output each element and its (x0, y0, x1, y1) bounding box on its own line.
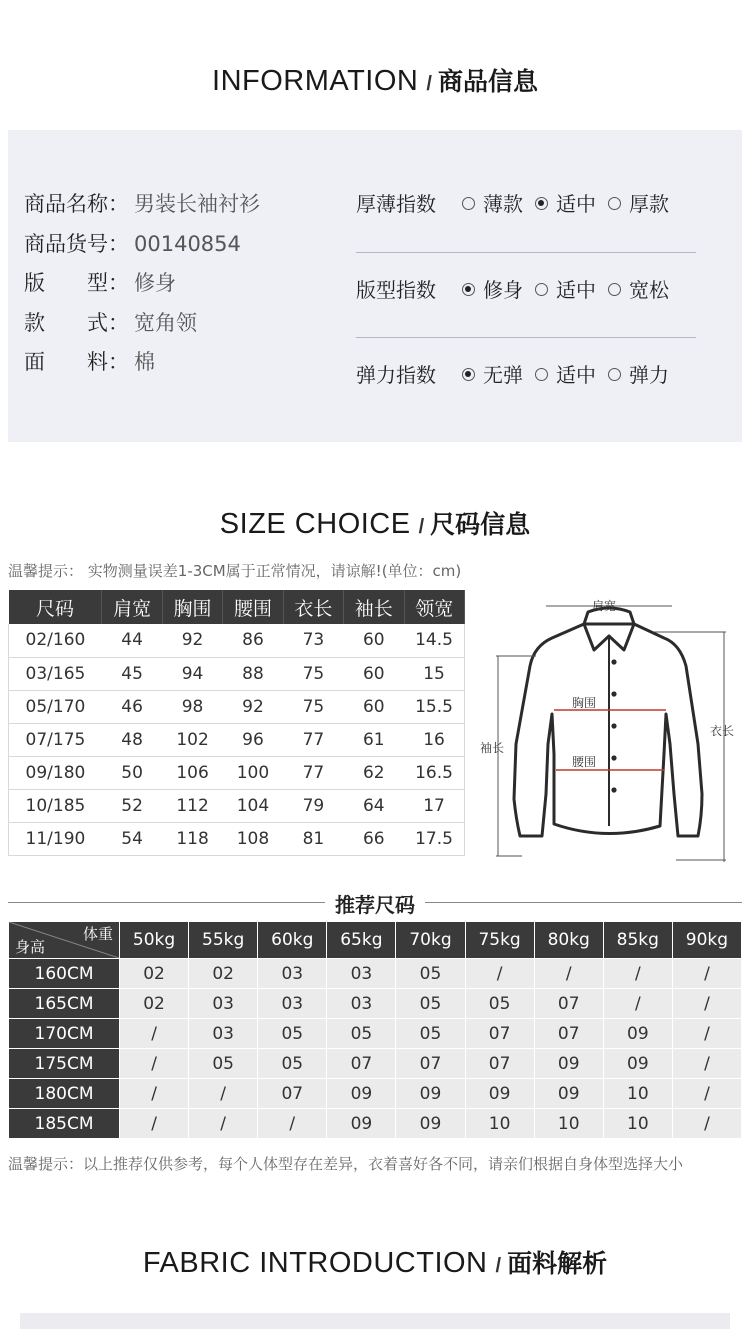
title-separator: / (418, 516, 425, 538)
fabric-image-strip (20, 1313, 730, 1329)
size-cell: 44 (102, 624, 162, 657)
weight-header-cell: 90kg (673, 922, 741, 958)
recommend-cell: / (673, 959, 741, 988)
recommend-cell: / (604, 959, 672, 988)
attribute-key: 版 型： (24, 271, 129, 295)
attribute-value: 男装长袖衬衫 (134, 192, 260, 216)
rec-corner-cell (9, 922, 119, 958)
size-header-cell: 腰围 (223, 590, 283, 624)
recommend-cell: 03 (327, 989, 395, 1018)
height-header-cell: 175CM (9, 1049, 119, 1078)
recommend-cell: 03 (327, 959, 395, 988)
recommend-cell: 07 (466, 1049, 534, 1078)
recommend-cell: 05 (396, 1019, 464, 1048)
weight-header-cell: 85kg (604, 922, 672, 958)
size-cell: 79 (283, 789, 343, 822)
size-cell: 52 (102, 789, 162, 822)
recommend-cell: 05 (327, 1019, 395, 1048)
attribute-key: 款 式： (24, 311, 129, 335)
size-cell: 94 (162, 657, 222, 690)
size-cell: 75 (283, 690, 343, 723)
size-cell: 88 (223, 657, 283, 690)
recommend-cell: 09 (396, 1079, 464, 1108)
index-scale-row (356, 188, 688, 217)
recommend-cell: / (189, 1109, 257, 1138)
scale-label: 厚薄指数 (356, 192, 436, 216)
scale-option (462, 188, 523, 217)
size-cell: 66 (344, 822, 404, 855)
size-cell: 92 (223, 690, 283, 723)
size-cell: 104 (223, 789, 283, 822)
size-cell: 81 (283, 822, 343, 855)
recommend-cell: / (120, 1079, 188, 1108)
attribute-value: 修身 (134, 271, 176, 295)
recommend-cell: / (673, 1019, 741, 1048)
shirt-button (611, 659, 616, 664)
scale-option-label: 薄款 (483, 192, 523, 216)
attribute-value: 00140854 (134, 232, 241, 256)
scale-option-label: 修身 (483, 278, 523, 302)
size-cell: 77 (283, 723, 343, 756)
recommend-cell: 10 (535, 1109, 603, 1138)
size-cell: 75 (283, 657, 343, 690)
size-cell: 61 (344, 723, 404, 756)
size-cell: 50 (102, 756, 162, 789)
size-cell: 73 (283, 624, 343, 657)
rec-title-text: 推荐尺码 (325, 893, 425, 917)
scale-option-label: 厚款 (629, 192, 669, 216)
info-title-en: INFORMATION (212, 65, 419, 97)
size-tip: 温馨提示： 实物测量误差1-3CM属于正常情况，请谅解!(单位：cm) (8, 562, 462, 580)
size-cell: 54 (102, 822, 162, 855)
recommend-cell: 09 (535, 1079, 603, 1108)
size-cell: 92 (162, 624, 222, 657)
recommend-cell: 09 (535, 1049, 603, 1078)
size-header-cell: 胸围 (162, 590, 222, 624)
weight-header-cell: 60kg (258, 922, 326, 958)
radio-icon (535, 197, 548, 210)
weight-header-cell: 65kg (327, 922, 395, 958)
attribute-row (24, 267, 176, 297)
attribute-row (24, 188, 260, 218)
size-cell: 96 (223, 723, 283, 756)
height-header-cell: 165CM (9, 989, 119, 1018)
size-header-cell: 尺码 (9, 590, 102, 624)
size-cell: 60 (344, 624, 404, 657)
attribute-key: 面 料： (24, 350, 129, 374)
recommend-cell: / (535, 959, 603, 988)
size-cell: 102 (162, 723, 222, 756)
recommend-cell: 07 (535, 989, 603, 1018)
recommend-cell: 07 (258, 1079, 326, 1108)
recommend-cell: 10 (604, 1079, 672, 1108)
scale-option-label: 宽松 (629, 278, 669, 302)
corner-weight-label: 体重 (82, 925, 113, 943)
size-header-cell: 领宽 (404, 590, 464, 624)
size-cell: 16.5 (404, 756, 464, 789)
size-cell: 14.5 (404, 624, 464, 657)
scale-option-label: 适中 (556, 363, 596, 387)
size-section-title (0, 505, 750, 541)
recommend-cell: 09 (327, 1109, 395, 1138)
size-cell: 45 (102, 657, 162, 690)
fabric-section-title (0, 1244, 750, 1280)
radio-icon (608, 197, 621, 210)
scale-divider (356, 252, 696, 253)
weight-header-cell: 55kg (189, 922, 257, 958)
recommend-cell: / (120, 1019, 188, 1048)
scale-option (535, 274, 596, 303)
shirt-button (611, 691, 616, 696)
recommend-cell: / (673, 989, 741, 1018)
recommend-cell: / (673, 1049, 741, 1078)
size-row (9, 756, 465, 789)
size-cell: 15 (404, 657, 464, 690)
size-cell: 118 (162, 822, 222, 855)
rec-tip: 温馨提示：以上推荐仅供参考，每个人体型存在差异，衣着喜好各不同，请亲们根据自身体型选择大小 (8, 1155, 684, 1173)
recommend-size-table (8, 921, 742, 1139)
recommend-cell: 02 (120, 959, 188, 988)
height-header-cell: 185CM (9, 1109, 119, 1138)
recommend-cell: 03 (258, 959, 326, 988)
recommend-cell: 03 (189, 1019, 257, 1048)
shirt-button (611, 755, 616, 760)
size-row (9, 657, 465, 690)
rec-section-title (0, 889, 750, 918)
recommend-cell: / (120, 1049, 188, 1078)
radio-icon (462, 197, 475, 210)
recommend-cell: / (466, 959, 534, 988)
recommend-row (9, 1019, 741, 1048)
attribute-row (24, 307, 197, 337)
size-cell: 46 (102, 690, 162, 723)
attribute-key: 商品货号： (24, 232, 129, 256)
recommend-cell: 05 (396, 959, 464, 988)
size-cell: 64 (344, 789, 404, 822)
size-cell: 60 (344, 690, 404, 723)
scale-option (535, 359, 596, 388)
scale-option (535, 188, 596, 217)
height-header-cell: 170CM (9, 1019, 119, 1048)
recommend-cell: 10 (466, 1109, 534, 1138)
scale-option (462, 274, 523, 303)
sleeve-label: 袖长 (480, 741, 505, 755)
recommend-cell: 02 (120, 989, 188, 1018)
size-row (9, 822, 465, 855)
size-row (9, 690, 465, 723)
recommend-cell: 07 (466, 1019, 534, 1048)
size-cell: 112 (162, 789, 222, 822)
scale-option-label: 无弹 (483, 363, 523, 387)
recommend-row (9, 1079, 741, 1108)
size-cell: 17.5 (404, 822, 464, 855)
size-header-cell: 袖长 (344, 590, 404, 624)
recommend-cell: / (258, 1109, 326, 1138)
recommend-cell: 09 (396, 1109, 464, 1138)
recommend-row (9, 959, 741, 988)
title-separator: / (495, 1255, 502, 1277)
corner-height-label: 身高 (15, 938, 46, 956)
size-cell: 77 (283, 756, 343, 789)
size-header-cell: 衣长 (283, 590, 343, 624)
size-row (9, 723, 465, 756)
attribute-row (24, 228, 241, 258)
chest-label: 胸围 (572, 696, 597, 710)
attribute-key: 商品名称： (24, 192, 129, 216)
height-header-cell: 180CM (9, 1079, 119, 1108)
waist-label: 腰围 (572, 755, 597, 769)
recommend-cell: / (189, 1079, 257, 1108)
title-separator: / (426, 73, 432, 95)
scale-option (462, 359, 523, 388)
recommend-cell: 05 (189, 1049, 257, 1078)
recommend-cell: 09 (327, 1079, 395, 1108)
size-cell: 16 (404, 723, 464, 756)
length-label: 衣长 (710, 724, 735, 738)
size-title-zh: 尺码信息 (430, 510, 531, 539)
recommend-cell: 03 (258, 989, 326, 1018)
attribute-value: 宽角领 (134, 311, 197, 335)
size-cell: 60 (344, 657, 404, 690)
recommend-cell: 10 (604, 1109, 672, 1138)
scale-divider (356, 337, 696, 338)
size-cell: 11/190 (9, 822, 102, 855)
info-title-zh: 商品信息 (437, 67, 538, 96)
scale-option-label: 适中 (556, 278, 596, 302)
recommend-cell: 02 (189, 959, 257, 988)
size-cell: 108 (223, 822, 283, 855)
index-scale-row (356, 274, 688, 303)
recommend-cell: / (604, 989, 672, 1018)
recommend-cell: 07 (327, 1049, 395, 1078)
size-title-en: SIZE CHOICE (219, 508, 411, 540)
shirt-measurement-diagram (476, 594, 744, 864)
size-cell: 62 (344, 756, 404, 789)
scale-label: 弹力指数 (356, 363, 436, 387)
scale-option (608, 188, 669, 217)
recommend-cell: 05 (258, 1049, 326, 1078)
shirt-button (611, 723, 616, 728)
attribute-value: 棉 (134, 350, 155, 374)
scale-label: 版型指数 (356, 278, 436, 302)
size-cell: 10/185 (9, 789, 102, 822)
recommend-row (9, 1109, 741, 1138)
size-cell: 48 (102, 723, 162, 756)
radio-icon (608, 283, 621, 296)
radio-icon (535, 368, 548, 381)
index-scale-row (356, 359, 688, 388)
shirt-button (611, 787, 616, 792)
shoulder-label: 肩宽 (592, 599, 617, 613)
recommend-cell: / (673, 1109, 741, 1138)
scale-option (608, 359, 669, 388)
size-row (9, 624, 465, 657)
scale-option-label: 适中 (556, 192, 596, 216)
size-cell: 02/160 (9, 624, 102, 657)
size-cell: 05/170 (9, 690, 102, 723)
size-table (8, 590, 465, 856)
size-row (9, 789, 465, 822)
recommend-row (9, 1049, 741, 1078)
recommend-cell: 05 (396, 989, 464, 1018)
recommend-cell: / (120, 1109, 188, 1138)
info-section-title (0, 62, 750, 98)
scale-option-label: 弹力 (629, 363, 669, 387)
weight-header-cell: 75kg (466, 922, 534, 958)
weight-header-cell: 80kg (535, 922, 603, 958)
size-cell: 07/175 (9, 723, 102, 756)
size-cell: 98 (162, 690, 222, 723)
recommend-cell: 09 (604, 1049, 672, 1078)
radio-icon (462, 368, 475, 381)
recommend-cell: 05 (466, 989, 534, 1018)
recommend-cell: 07 (396, 1049, 464, 1078)
attribute-row (24, 346, 155, 376)
radio-icon (462, 283, 475, 296)
size-cell: 106 (162, 756, 222, 789)
recommend-cell: 09 (604, 1019, 672, 1048)
recommend-row (9, 989, 741, 1018)
size-header-cell: 肩宽 (102, 590, 162, 624)
height-header-cell: 160CM (9, 959, 119, 988)
radio-icon (608, 368, 621, 381)
radio-icon (535, 283, 548, 296)
weight-header-cell: 50kg (120, 922, 188, 958)
size-cell: 17 (404, 789, 464, 822)
scale-option (608, 274, 669, 303)
weight-header-cell: 70kg (396, 922, 464, 958)
size-cell: 15.5 (404, 690, 464, 723)
fabric-title-en: FABRIC INTRODUCTION (142, 1247, 488, 1279)
size-cell: 03/165 (9, 657, 102, 690)
size-cell: 86 (223, 624, 283, 657)
recommend-cell: 09 (466, 1079, 534, 1108)
size-cell: 09/180 (9, 756, 102, 789)
recommend-cell: 03 (189, 989, 257, 1018)
recommend-cell: / (673, 1079, 741, 1108)
recommend-cell: 07 (535, 1019, 603, 1048)
recommend-cell: 05 (258, 1019, 326, 1048)
size-cell: 100 (223, 756, 283, 789)
fabric-title-zh: 面料解析 (507, 1249, 608, 1278)
